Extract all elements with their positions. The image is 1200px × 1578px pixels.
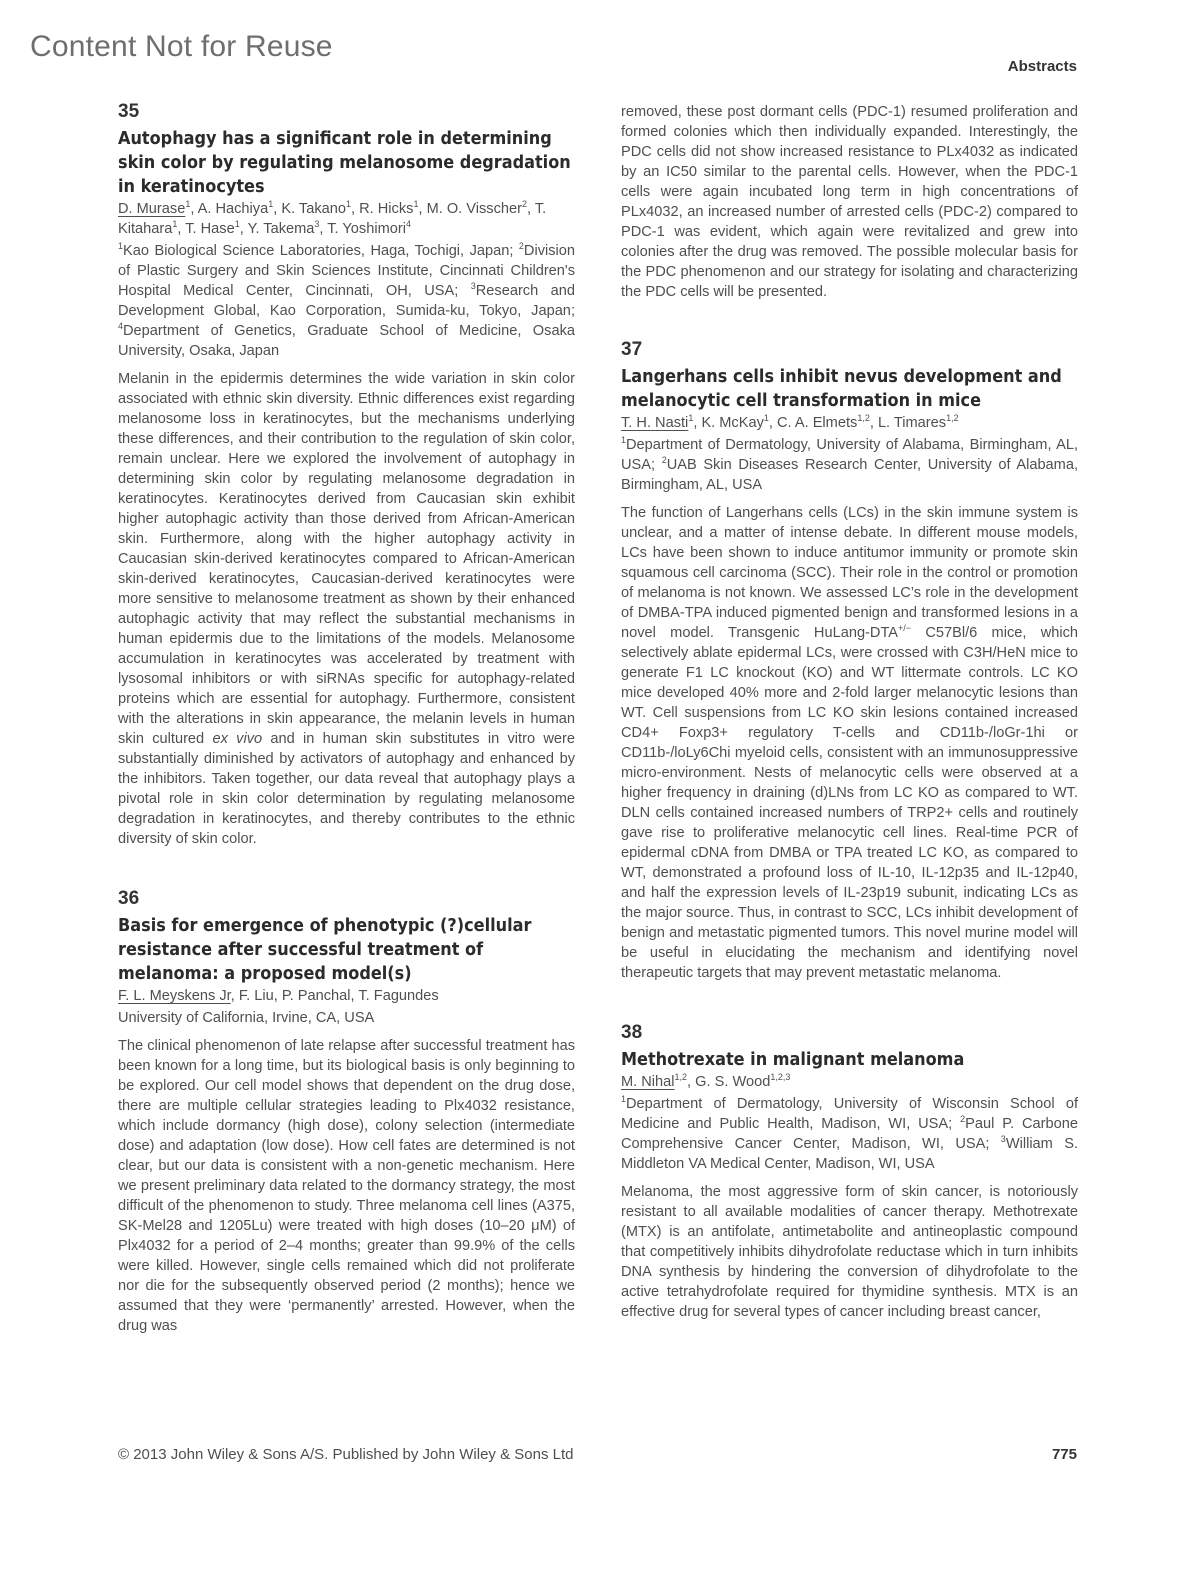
author-affiliation-mark: 1,2,3 [770,1072,791,1083]
author-affiliation-mark: 2 [522,199,528,210]
author-name: C. A. Elmets [777,415,858,431]
author-name: L. Timares [877,415,947,431]
affiliation-text: Division of Plastic Surgery and Skin Sciences Institute, Cincinnati Children's Hospital Medical Center, Cincinnati, OH, USA [118,243,575,299]
abstract-title: Basis for emergence of phenotypic (?)cellular resistance after successful treatment of melanoma: a proposed model(s) [118,916,532,984]
affiliation-text: Department of Dermatology, University of Alabama, Birmingham, AL, USA [621,437,1078,473]
author-affiliation-mark: 1 [234,219,240,230]
abstract-number: 37 [621,339,643,360]
affiliation-mark: 2 [661,455,667,466]
author-name: K. Takano [281,201,346,217]
author-affiliation-mark: 1 [413,199,419,210]
author-name: G. S. Wood [695,1074,771,1090]
affiliation-text: Department of Dermatology, University of Wisconsin School of Medicine and Public Health, Madison, WI, USA [621,1096,1078,1132]
presenting-author: T. H. Nasti [621,415,689,431]
affiliation-text: UAB Skin Diseases Research Center, University of Alabama, Birmingham, AL, USA [621,457,1079,493]
author-affiliation-mark: 1 [172,219,178,230]
author-affiliation-mark: 1,2 [674,1072,688,1083]
abstract-body: Melanin in the epidermis determines the wide variation in skin color associated with ethnic skin diversity. Ethnic differences exist regarding melanosome loss in keratinocytes, but the mechanisms underlying these differences, and their contribution to the regulation of skin color, remain unclear. Here we explored the involvement of autophagy in determining skin color by regulating melanosome degradation in keratinocytes. Keratinocytes derived from Caucasian skin exhibit higher autophagic activity than those derived from African-American skin. Furthermore, along with the higher autophagy activity in Caucasian skin-derived keratinocytes compared to African-American skin-derived keratinocytes, Caucasian-derived keratinocytes were more sensitive to melanosome treatment as shown by their enhanced autophagic activity that may reflect the substantial mechanisms in human epidermis due to the limitations of the models. Melanosome accumulation in keratinocytes was accelerated by treatment with lysosomal inhibitors or with siRNAs specific for autophagy-related proteins which are essential for autophagy. Furthermore, consistent with the alterations in skin appearance, the melanin levels in human skin cultured ex vivo and in human skin substitutes in vitro were substantially diminished by activators of autophagy and enhanced by the inhibitors. Taken together, our data reveal that autophagy plays a pivotal role in skin color determination by regulating melanosome degradation in keratinocytes, and thereby contributes to the ethnic diversity of skin color. [118,371,576,847]
author-affiliation-mark: 1 [268,199,274,210]
left-column [118,100,575,1336]
abstract-title: Methotrexate in malignant melanoma [621,1050,965,1070]
author-affiliation-mark: 1 [763,413,769,424]
abstract-36 [118,887,575,1336]
author-affiliation-mark: 1 [345,199,351,210]
affiliation-mark: 4 [118,321,124,332]
author-list: D. Murase$^1$, A. Hachiya$^1$, K. Takano$^1$, R. Hicks$^1$, M. O. Visscher$^2$, T. Kitahara$^1$, T. Hase$^1$, Y. Takema$^3$, T. Yoshimori$^4$ [118,199,547,237]
page-number: 775 [1051,1446,1077,1463]
affiliation-text: Paul P. Carbone Comprehensive Cancer Center, Madison, WI, USA [621,1116,1078,1152]
affiliation-text: Kao Biological Science Laboratories, Haga, Tochigi, Japan [123,243,510,259]
abstract-38 [621,1021,1078,1322]
author-list: M. Nihal$^{1,2}$, G. S. Wood$^{1,2,3}$ [621,1072,791,1090]
affiliations: University of California, Irvine, CA, USA [118,1010,375,1026]
affiliations: $^1$Kao Biological Science Laboratories, Haga, Tochigi, Japan; $^2$Division of Plastic Surgery and Skin Sciences Institute, Cincinnati Children's Hospital Medical Center, Cincinnati, OH, USA; $^3$Research and Development Global, Kao Corporation, Sumida-ku, Tokyo, Japan; $^4$Department of Genetics, Graduate School of Medicine, Osaka University, Osaka, Japan [118,241,575,359]
author-affiliation-mark: 1 [185,199,191,210]
abstract-35 [118,100,575,849]
presenting-author: M. Nihal [621,1074,675,1090]
author-name: A. Hachiya [197,201,269,217]
affiliation-text: Department of Genetics, Graduate School of Medicine, Osaka University, Osaka, Japan [118,323,575,359]
affiliation-mark: 2 [960,1114,966,1125]
affiliation-mark: 1 [621,435,627,446]
author-list: T. H. Nasti$^1$, K. McKay$^1$, C. A. Elmets$^{1,2}$, L. Timares$^{1,2}$ [621,413,959,431]
author-name: K. McKay [701,415,764,431]
abstract-36-continued: removed, these post dormant cells (PDC-1) resumed proliferation and formed colonies which then individually expanded. Interestingly, the PDC cells did not show increased resistance to PLx4032 as indicated by an IC50 similar to the parental cells. However, when the PDC-1 cells were again incubated long term in high concentrations of PLx4032, an increased number of arrested cells (PDC-2) compared to PDC-1 was evident, which again were revitalized and grew into colonies after the drug was removed. The possible molecular basis for the PDC phenomenon and our strategy for isolating and characterizing the PDC cells will be presented. [621,104,1078,300]
abstract-body: The clinical phenomenon of late relapse after successful treatment has been known for a long time, but its biological basis is only beginning to be explored. Our cell model shows that dependent on the drug dose, there are multiple cellular strategies leading to Plx4032 resistance, which include dormancy (high dose), colony selection (intermediate dose) and adaptation (low dose). How cell fates are determined is not clear, but our data is consistent with a non-genetic mechanism. Here we present preliminary data related to the dormancy strategy, the most difficult of the phenomenon to study. Three melanoma cell lines (A375, SK-Mel28 and 1205Lu) were treated with high doses (10–20 μM) of Plx4032 for a period of 2–4 months; greater than 99.9% of the cells were killed. However, single cells remained which did not proliferate nor die for the subsequently observed period (2 months); hence we assumed that they were ‘permanently’ arrested. However, when the drug was [118,1038,576,1334]
copyright-notice: © 2013 John Wiley & Sons A/S. Published by John Wiley & Sons Ltd [118,1446,574,1463]
abstract-number: 35 [118,101,140,122]
right-column [621,100,1078,1322]
author-affiliation-mark: 4 [405,219,411,230]
affiliations: $^1$Department of Dermatology, University of Wisconsin School of Medicine and Public Health, Madison, WI, USA; $^2$Paul P. Carbone Comprehensive Cancer Center, Madison, WI, USA; $^3$William S. Middleton VA Medical Center, Madison, WI, USA [621,1094,1079,1172]
author-name: T. Yoshimori [327,221,406,237]
author-affiliation-mark: 1 [688,413,694,424]
abstract-37 [621,338,1078,983]
author-name: M. O. Visscher [426,201,522,217]
affiliation-mark: 1 [118,241,124,252]
affiliations: $^1$Department of Dermatology, University of Alabama, Birmingham, AL, USA; $^2$UAB Skin Diseases Research Center, University of Alabama, Birmingham, AL, USA [621,435,1079,493]
affiliation-mark: 1 [621,1094,627,1105]
affiliation-mark: 3 [470,281,476,292]
affiliation-text: William S. Middleton VA Medical Center, Madison, WI, USA [621,1136,1079,1172]
watermark: Content Not for Reuse [30,30,333,63]
author-name: R. Hicks [359,201,414,217]
abstract-number: 36 [118,888,140,909]
abstract-title: Autophagy has a significant role in determining skin color by regulating melanosome degradation in keratinocytes [118,129,571,197]
abstract-title: Langerhans cells inhibit nevus development and melanocytic cell transformation in mice [621,367,1062,411]
affiliation-mark: 2 [518,241,524,252]
presenting-author: F. L. Meyskens Jr [118,988,231,1004]
abstract-body: Melanoma, the most aggressive form of skin cancer, is notoriously resistant to all available modalities of cancer therapy. Methotrexate (MTX) is an antifolate, antimetabolite and antineoplastic compound that competitively inhibits dihydrofolate reductase which in turn inhibits DNA synthesis by hindering the conversion of dihydrofolate to the active tetrahydrofolate required for thymidine synthesis. MTX is an effective drug for several types of cancer including breast cancer, [621,1184,1078,1320]
author-list: F. L. Meyskens Jr, F. Liu, P. Panchal, T. Fagundes [118,988,439,1004]
abstract-number: 38 [621,1022,643,1043]
presenting-author: D. Murase [118,201,186,217]
author-name: T. Hase [185,221,235,237]
abstract-body: The function of Langerhans cells (LCs) in the skin immune system is unclear, and a matter of intense debate. In different mouse models, LCs have been shown to induce antitumor immunity or promote skin squamous cell carcinoma (SCC). Their role in the control or promotion of melanoma is not known. We assessed LC’s role in the development of DMBA-TPA induced pigmented benign and transformed lesions in a novel model. Transgenic HuLang-DTA+/− C57Bl/6 mice, which selectively ablate epidermal LCs, were crossed with C3H/HeN mice to generate F1 LC knockout (KO) and WT littermate controls. LC KO mice developed 40% more and 2-fold larger melanocytic lesions than WT. Cell suspensions from LC KO skin lesions contained increased CD4+ Foxp3+ regulatory T-cells and CD11b-/loGr-1hi or CD11b-/loLy6Chi myeloid cells, consistent with an immunosuppressive micro-environment. Nests of melanocytic cells were observed at a higher frequency in draining (d)LNs from LC KO as compared to WT. DLN cells contained increased numbers of TRP2+ cells and routinely gave rise to proliferative melanocytic cell lines. Real-time PCR of epidermal cDNA from DMBA or TPA treated LC KO, as compared to WT, demonstrated a profound loss of IL-10, IL-12p35 and IL-12p40, and half the expression levels of IL-23p19 subunit, indicating LCs as the major source. Thus, in contrast to SCC, LCs inhibit development of benign and metastatic pigmented tumors. This novel murine model will be useful in elucidating the mechanism and identifying novel therapeutic targets that may prevent metastatic melanoma. [621,505,1079,981]
author-affiliation-mark: 1,2 [946,413,959,424]
affiliation-text: Research and Development Global, Kao Corporation, Sumida-ku, Tokyo, Japan [118,283,575,319]
section-label: Abstracts [1007,58,1077,75]
author-affiliation-mark: 1,2 [857,413,870,424]
author-name: T. Kitahara [118,201,547,237]
affiliation-mark: 3 [1000,1134,1006,1145]
author-affiliation-mark: 3 [314,219,320,230]
author-name: Y. Takema [247,221,315,237]
